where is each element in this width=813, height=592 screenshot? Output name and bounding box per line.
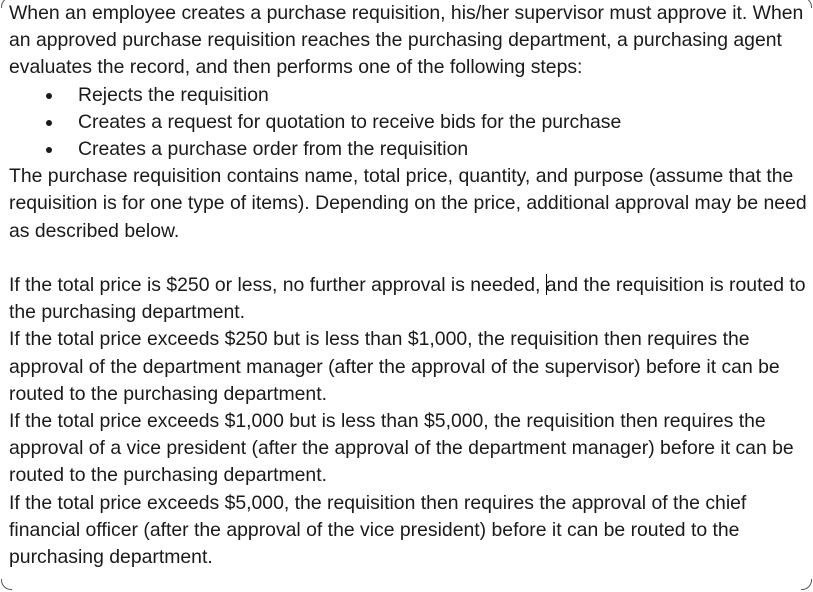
blank-line: [9, 245, 807, 272]
steps-list: [9, 82, 807, 164]
intro-paragraph: When an employee creates a purchase requisition, his/her supervisor must approve it. When an approved purchase requisition reaches the purchasing department, a purchasing agent evaluates the record, and then performs one of the following steps:: [9, 2, 804, 79]
margin-corner-mark: [801, 579, 812, 590]
rule-paragraph: If the total price exceeds $250 but is less than $1,000, the requisition then requires the approval of the department manager (after the approval of the supervisor) before it can be routed to the purchasing department.: [9, 328, 780, 405]
list-item: Creates a purchase order from the requisition: [9, 136, 807, 163]
rule-paragraph: If the total price exceeds $5,000, the requisition then requires the approval of the chief financial officer (after the approval of the vice president) before it can be routed to the purchasing department.: [9, 491, 747, 569]
rule-paragraph: If the total price exceeds $1,000 but is less than $5,000, the requisition then requires the approval of a vice president (after the approval of the department manager) before it can be routed to the purchasing department.: [9, 410, 794, 487]
details-paragraph: The purchase requisition contains name, total price, quantity, and purpose (assume that the requisition is for one type of items). Depending on the price, additional approval may be need as described below.: [9, 165, 807, 242]
list-item: Rejects the requisition: [9, 82, 807, 109]
margin-corner-mark: [1, 579, 12, 590]
list-item: Creates a request for quotation to receive bids for the purchase: [9, 109, 807, 136]
rule-text: and the requisition is routed to the purchasing department.: [9, 274, 806, 324]
rule-paragraph: [9, 272, 807, 326]
margin-corner-mark: [1, 0, 12, 8]
margin-corner-mark: [801, 0, 812, 8]
rule-text: If the total price is $250 or less, no further approval is needed,: [9, 274, 546, 297]
